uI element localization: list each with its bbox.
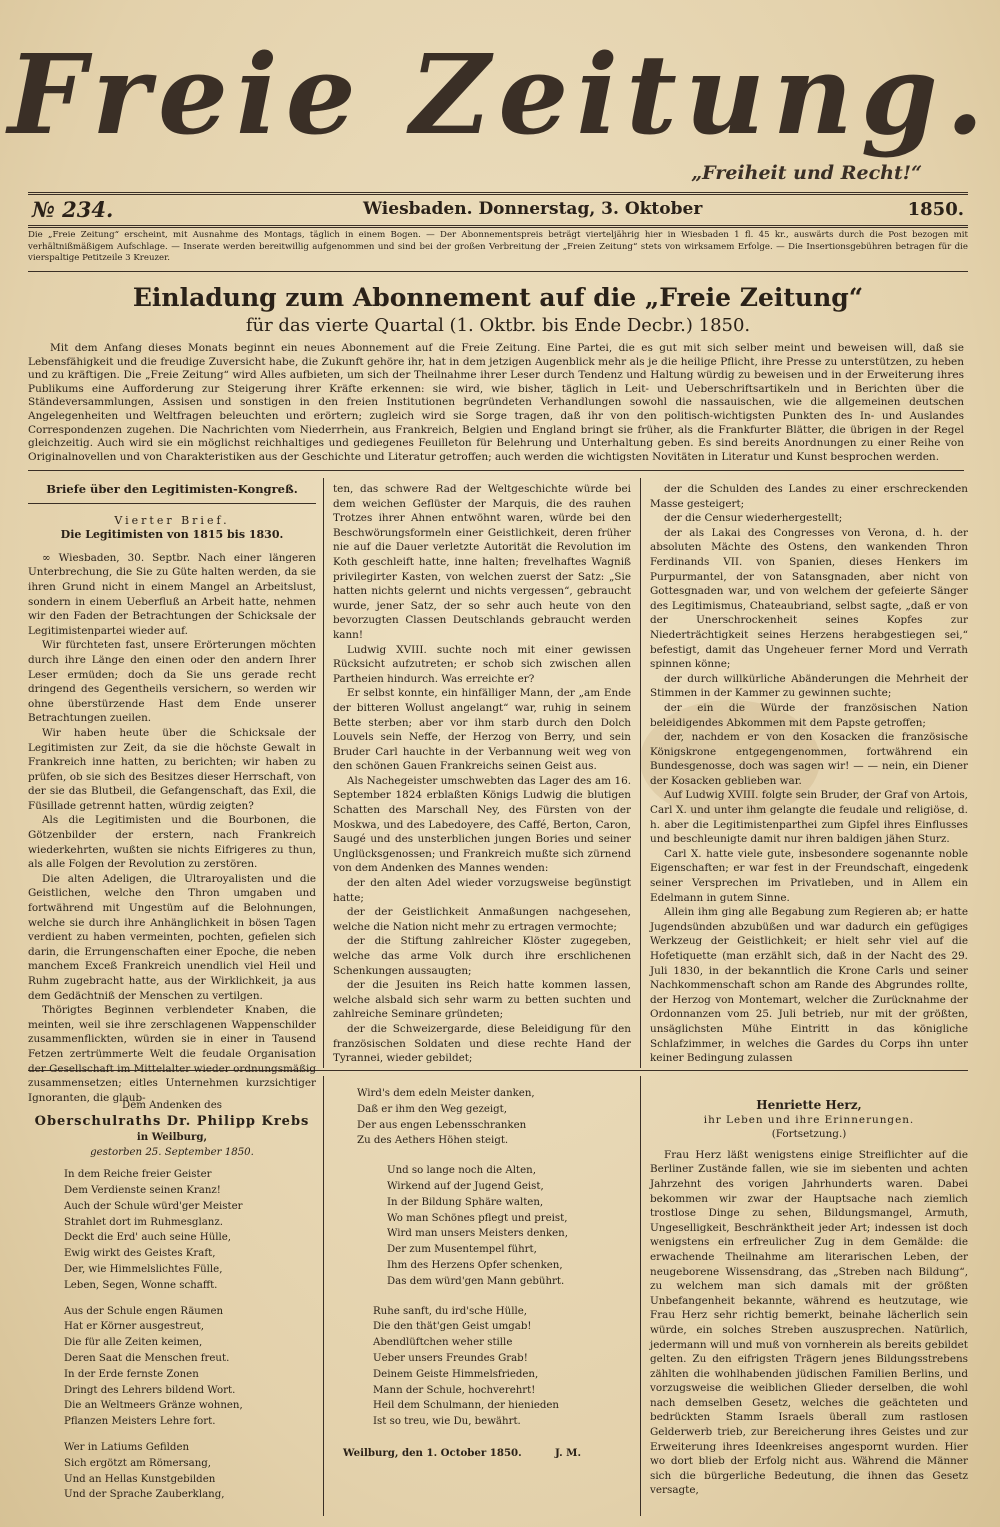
poem-line: Abendlüftchen weher stille — [373, 1337, 513, 1349]
paragraph: ∞ Wiesbaden, 30. Septbr. Nach einer längeren Unterbrechung, die Sie zu Güte halten werden, da sie ihren Grund nicht in einem Mangel an Arbeitslust, sondern in einem Ueberfluß an Arbeit hatte, nehmen wir den Faden der Betrachtungen der Schicksale der Legitimistenpartei wieder auf. — [28, 551, 316, 637]
poem-line: In der Bildung Sphäre walten, — [387, 1196, 544, 1208]
subheadline: für das vierte Quartal (1. Oktbr. bis Ende Decbr.) 1850. — [245, 315, 751, 336]
paragraph: Er selbst konnte, ein hinfälliger Mann, der „am Ende der bitteren Wollust angelangt“ war, ruhig in seinem Bette sterben; aber vor ihm starb durch den Dolch Louvels sein Neffe, der Herzog von Berry, und sein Bruder Carl hauchte in der Verbannung weit weg von den schönen Gauen Frankreichs seinen Geist aus. — [333, 687, 631, 773]
poem-stanza — [333, 1304, 631, 1430]
poem-line: Wird's dem edeln Meister danken, — [357, 1088, 535, 1099]
paragraph: der den alten Adel wieder vorzugsweise begünstigt hatte; — [333, 877, 631, 904]
article-column-1 — [28, 482, 316, 1104]
poem-line: Der aus engen Lebensschranken — [357, 1119, 527, 1131]
poem-line: Ueber unsers Freundes Grab! — [373, 1352, 528, 1364]
feuilleton-title: Henriette Herz, — [756, 1098, 862, 1112]
poem-stanza — [333, 1163, 631, 1289]
poem-place: in Weilburg, — [136, 1130, 208, 1143]
poem-line: Pflanzen Meisters Lehre fort. — [64, 1416, 216, 1428]
poem-initials: J. M. — [555, 1446, 581, 1459]
poem-line: Wo man Schönes pflegt und preist, — [387, 1212, 568, 1224]
poem-line: Deinem Geiste Himmelsfrieden, — [373, 1368, 539, 1380]
article-subtitle: Vierter Brief. — [114, 513, 230, 527]
paragraph: Als Nachegeister umschwebten das Lager des am 16. September 1824 erblaßten Königs Ludwig die blutigen Schatten des Marschall Ney, des Fürsten von der Moskwa, und des Labedoyere, des Caffé, Berton, Caron, Saugé und des unsterblichen jungen Bories und seiner Unglücksgenossen; und Frankreich mußte sich zürnend von dem Andenken des Mannes wenden: — [333, 774, 631, 875]
poem-line: Dringt des Lehrers bildend Wort. — [64, 1384, 236, 1396]
paragraph: der durch willkürliche Abänderungen die Mehrheit der Stimmen in der Kammer zu gewinnen suchte; — [650, 672, 968, 700]
poem-place-date: Weilburg, den 1. October 1850. — [343, 1446, 522, 1459]
masthead-title: Freie Zeitung. — [7, 30, 993, 159]
poem-stanza — [28, 1304, 316, 1430]
feuilleton-column — [650, 1098, 968, 1516]
poem-line: Wer in Latiums Gefilden — [64, 1441, 190, 1453]
poem-line: Die an Weltmeers Gränze wohnen, — [64, 1400, 243, 1412]
paragraph: der der Geistlichkeit Anmaßungen nachgesehen, welche die Nation nicht mehr zu ertragen vermochte; — [333, 906, 631, 933]
paragraph: der als Lakai des Congresses von Verona, d. h. der absoluten Mächte des Ostens, den wankenden Thron Ferdinands VII. von Spanien, dieses Henkers im Purpurmantel, der von Satansgnaden, aber nicht von Gottesgnaden war, und von welchem der gefeierte Sänger des Legitimismus, Chateaubriand, selbst sagte, „daß er von der Unerschrockenheit seines Kopfes zur Niederträchtigkeit seines Herzens herabgestiegen sei,“ befestigt, damit das Ungeheuer ferner Mord und Verrath spinnen könne; — [650, 526, 968, 671]
poem-line: Der, wie Himmelslichtes Fülle, — [64, 1263, 223, 1275]
paragraph: Carl X. hatte viele gute, insbesondere sogenannte noble Eigenschaften; er war fest in der Freundschaft, eingedenk seiner Versprechen im Privatleben, und in Allem ein Edelmann in gutem Sinne. — [650, 847, 968, 904]
feuilleton-subtitle: ihr Leben und ihre Erinnerungen. — [703, 1113, 915, 1126]
place-date: Wiesbaden. Donnerstag, 3. Oktober — [363, 199, 703, 219]
paragraph: Die alten Adeligen, die Ultraroyalisten und die Geistlichen, welche den Thron umgaben und fortwährend mit Ungestüm auf die Belohnungen, welche sie durch ihre Anhänglichkeit in bösen Tagen verdient zu haben vermeinten, pochten, gefielen sich darin, die Errungenschaften einer Epoche, die neben manchem Exceß Frankreich unendlich viel Heil und Ruhm zugebracht hatte, aus der Wirklichkeit, ja aus dem Gedächtniß der Menschen zu vertilgen. — [28, 872, 316, 1002]
poem-stanza — [333, 1086, 631, 1149]
article-subtitle-2: Die Legitimisten von 1815 bis 1830. — [60, 528, 284, 542]
masthead-motto: „Freiheit und Recht!“ — [691, 162, 922, 184]
column-rule — [323, 478, 324, 1068]
poem-line: Wirkend auf der Jugend Geist, — [387, 1180, 544, 1192]
poem-line: Daß er ihm den Weg gezeigt, — [357, 1103, 507, 1115]
column-rule — [640, 478, 641, 1068]
poem-stanza — [28, 1167, 316, 1293]
poem-dedication: Dem Andenken des — [122, 1100, 222, 1111]
title-rule — [28, 503, 316, 504]
poem-line: Und der Sprache Zauberklang, — [64, 1489, 225, 1501]
poem-line: Und an Hellas Kunstgebilden — [64, 1473, 216, 1485]
paragraph: der die Schweizergarde, diese Beleidigung für den französischen Soldaten und diese rechte Hand der Tyrannei, wieder gebildet; — [333, 1022, 631, 1065]
poem-line: Heil dem Schulmann, der hienieden — [373, 1400, 559, 1412]
paragraph: Thörigtes Beginnen verblendeter Knaben, die meinten, weil sie ihre zerschlagenen Wappenschilder zusammenflickten, würden sie in einer in Tausend Fetzen zertrümmerte Welt die feudale Organisation der Gesellschaft im Mittelalter wieder ordnungsmäßig zusammensetzen; eitles Unternehmen kurzsichtiger Ignoranten, die glaub- — [28, 1004, 316, 1104]
poem-line: Zu des Aethers Höhen steigt. — [357, 1135, 509, 1147]
poem-death-date: gestorben 25. September 1850. — [90, 1147, 254, 1159]
column-rule — [323, 1076, 324, 1516]
paragraph: ten, das schwere Rad der Weltgeschichte würde bei dem weichen Geflüster der Marquis, die des rauhen Trotzes ihrer Ahnen entwöhnt waren, würde bei den Beschwörungsformeln einer Geistlichkeit, deren früher nie auf die Dauer verletzte Autorität die Revolution im Koth geschleift hatte, inne halten; frevelhaftes Wagniß privilegirter Kasten, von welchen zuerst der Satz: „Sie hatten nichts gelernt und nichts vergessen“, gebraucht wurde, jener Satz, der so sehr auch heute von den bevorzugten Classen Deutschlands gebraucht werden kann! — [333, 483, 631, 641]
poem-line: Aus der Schule engen Räumen — [64, 1305, 224, 1317]
poem-line: In dem Reiche freier Geister — [64, 1169, 212, 1181]
poem-column-1 — [28, 1098, 316, 1516]
poem-stanza — [28, 1440, 316, 1503]
poem-column-2 — [333, 1086, 631, 1516]
poem-line: Mann der Schule, hochverehrt! — [373, 1384, 536, 1396]
paragraph: Ludwig XVIII. suchte noch mit einer gewissen Rücksicht aufzutreten; er schob sich zwischen allen Partheien hindurch. Was erreichte er? — [333, 643, 631, 685]
poem-line: Deren Saat die Menschen freut. — [64, 1352, 230, 1364]
paragraph: der die Stiftung zahlreicher Klöster zugegeben, welche das arme Volk durch ihre erschlichenen Schenkungen aussaugten; — [333, 935, 631, 977]
poem-line: Und so lange noch die Alten, — [387, 1165, 536, 1177]
paragraph: der die Censur wiederhergestellt; — [664, 512, 843, 525]
paragraph: Als die Legitimisten und die Bourbonen, die Götzenbilder der erstern, nach Frankreich wiederkehrten, wußten sie nichts Eifrigeres zu thun, als alle Folgen der Revolution zu zerstören. — [28, 814, 316, 871]
poem-line: Die für alle Zeiten keimen, — [64, 1337, 203, 1349]
poem-honoree: Oberschulraths Dr. Philipp Krebs — [34, 1113, 310, 1129]
dateline — [28, 192, 968, 228]
poem-line: Wird man unsers Meisters denken, — [387, 1228, 568, 1240]
paragraph: der die Schulden des Landes zu einer erschreckenden Masse gesteigert; — [650, 483, 968, 510]
column-rule — [640, 1076, 641, 1516]
poem-line: Ewig wirkt des Geistes Kraft, — [64, 1248, 216, 1260]
poem-line: Die den thät'gen Geist umgab! — [373, 1321, 532, 1333]
poem-line: Sich ergötzt am Römersang, — [64, 1457, 212, 1469]
paragraph: Auf Ludwig XVIII. folgte sein Bruder, der Graf von Artois, Carl X. und unter ihm gelangte die feudale und religiöse, d. h. aber die Legitimistenparthei zum Gipfel ihres Einflusses und beschleunigte damit nur ihren baldigen jähen Sturz. — [650, 789, 968, 846]
paragraph: der die Jesuiten ins Reich hatte kommen lassen, welche alsbald sich sehr warm zu betten suchten und zahlreiche Seminare gründeten; — [333, 979, 631, 1021]
poem-line: Deckt die Erd' auch seine Hülle, — [64, 1232, 232, 1244]
paragraph: der ein die Würde der französischen Nation beleidigendes Abkommen mit dem Papste getroffen; — [650, 701, 968, 729]
subscription-notice: Die „Freie Zeitung“ erscheint, mit Ausnahme des Montags, täglich in einem Bogen. — Der Abonnementspreis beträgt vierteljährig hier in Wiesbaden 1 fl. 45 kr., auswärts durch die Post bezogen mit verhältnißmäßigem Aufschlage. — Inserate werden bereitwillig aufgenommen und sind bei der großen Verbreitung der „Freien Zeitung“ stets von wirksamem Erfolge. — Die Insertionsgebühren betragen für die vierspaltige Petitzeile 3 Kreuzer. — [28, 230, 968, 272]
article-column-2 — [333, 482, 631, 1068]
poem-line: Das dem würd'gen Mann gebührt. — [387, 1275, 565, 1287]
poem-line: Ihm des Herzens Opfer schenken, — [387, 1259, 563, 1271]
poem-line: Hat er Körner ausgestreut, — [64, 1321, 204, 1333]
issue-year: 1850. — [907, 199, 964, 220]
paragraph: der, nachdem er von den Kosacken die französische Königskrone entgegengenommen, fortwährend ein Bundesgenosse, doch was sagen wir! — — nein, ein Diener der Kosacken geblieben war. — [650, 731, 968, 787]
paragraph: Wir fürchteten fast, unsere Erörterungen möchten durch ihre Länge den einen oder den andern Ihrer Leser ermüden; doch da Sie uns gerade recht dringend des Gegentheils versichern, so werden wir ohne überstürzende Hast dem Ende unserer Betrachtungen zueilen. — [28, 639, 316, 725]
paragraph: Frau Herz läßt wenigstens einige Streiflichter auf die Berliner Zustände fallen, wie sie im siebenten und achten Jahrzehnt des vorigen Jahrhunderts waren. Dabei bekommen wir zwar der Hauptsache nach ziemlich trostlose Dinge zu sehen, Bildungsmangel, Armuth, Ungeselligkeit, Beschränktheit jeder Art; indessen ist doch wenigstens ein erfreulicher Zug in dem Gemälde: die erwachende Theilnahme am literarischen Leben, der neugeborene Wissensdrang, das „Streben nach Bildung“, zu welchem man sich damals mit der größten Unbefangenheit bekannte, während es heutzutage, wie Frau Herz sehr richtig bemerkt, beinahe lächerlich sein würde, ein solches Streben auszusprechen. Natürlich, jedermann will und muß von vornherein als bereits gebildet gelten. Zu den eifrigsten Trägern jenes Bildungsstrebens zählten die wohlhabenden jüdischen Familien Berlins, und vorzugsweise die weiblichen Glieder derselben, die wohl nach demselben Gesetz, welches die geächteten und bedrückten Stamm Israels überall zum rastlosen Gelderwerb trieb, zur Bereicherung ihres Geistes und zur Erweiterung ihres Ideenkreises angespornt wurden. Hier wo dort blieb der Erfolg nicht aus. Während die Männer sich die bürgerliche Bedeutung, die ihnen das Gesetz versagte, — [650, 1148, 968, 1497]
poem-line: Strahlet dort im Ruhmesglanz. — [64, 1216, 223, 1228]
paragraph: Wir haben heute über die Schicksale der Legitimisten zur Zeit, da sie die höchste Gewalt in Frankreich inne hatten, zu berichten; wir haben zu prüfen, ob sie sich des Besitzes dieser Herrschaft, von der sie das Blutbeil, die Gefangenschaft, das Exil, die Füsillade getrennt hatten, würdig zeigten? — [28, 726, 316, 812]
poem-signature-line — [333, 1446, 631, 1462]
feuilleton-continuation: (Fortsetzung.) — [771, 1128, 847, 1141]
poem-line: Ruhe sanft, du ird'sche Hülle, — [373, 1305, 528, 1317]
headline: Einladung zum Abonnement auf die „Freie Zeitung“ — [132, 283, 864, 312]
poem-line: Der zum Musentempel führt, — [387, 1244, 537, 1256]
poem-line: Dem Verdienste seinen Kranz! — [64, 1184, 221, 1196]
article-column-3 — [650, 482, 968, 1068]
issue-number: № 234. — [32, 197, 114, 222]
poem-line: Leben, Segen, Wonne schafft. — [64, 1279, 218, 1291]
paragraph: Allein ihm ging alle Begabung zum Regieren ab; er hatte Jugendsünden abzubüßen und war dadurch ein gefügiges Werkzeug der Geistlichkeit; er hielt sehr viel auf die Hofetiquette (man erzählt sich, daß in der Nacht des 29. Juli 1830, in der bekanntlich die Krone Carls und seiner Nachkommenschaft schon am Rande des Abgrundes rollte, der Herzog von Montemart, welcher die Zurücknahme der Ordonnanzen vom 25. Juli betrieb, nur mit der größten, unsäglichsten Mühe Eintritt in das königliche Schlafzimmer, in welches die Gardes du Corps ihn unter keiner Bedingung zulassen — [650, 906, 968, 1065]
poem-line: In der Erde fernste Zonen — [64, 1368, 199, 1380]
intro-paragraph: Mit dem Anfang dieses Monats beginnt ein neues Abonnement auf die Freie Zeitung. Eine Partei, die es gut mit sich selber meint und beweisen will, daß sie Lebensfähigkeit und die freudige Zuversicht habe, die Zukunft gehöre ihr, hat in dem jetzigen Augenblick mehr als je die heilige Pflicht, ihre Presse zu unterstützen, zu heben und zu kräftigen. Die „Freie Zeitung“ wird Alles aufbieten, um sich der Theilnahme ihrer Leser durch Tendenz und Haltung würdig zu beweisen und in der Erweiterung ihres Publikums eine Aufforderung zur Steigerung ihrer Kräfte erkennen: sie wird, wie bisher, täglich in Leit- und Ueberschriftsartikeln und in Berichten über die Ständeversammlungen, Assisen und sonstigen in den freien Institutionen begründeten Verhandlungen sowohl die nassauischen, wie die allgemeinen deutschen Angelegenheiten und Weltfragen beleuchten und erörtern; zugleich wird sie Sorge tragen, daß ihr von den politisch-wichtigsten Punkten des In- und Auslandes Correspondenzen zugehen. Die Nachrichten vom Niederrhein, aus Frankreich, Belgien und England bringt sie früher, als die Frankfurter Blätter, die übrigen in der Regel gleichzeitig. Auch wird sie ein möglichst reichhaltiges und gediegenes Feuilleton für Belehrung und Unterhaltung geben. Es sind bereits Anordnungen zu einer Reihe von Originalnovellen und von Charakteristiken aus der Geschichte und Literatur getroffen; auch werden die wichtigsten Novitäten in Literatur und Kunst besprochen werden. — [28, 342, 964, 471]
article-title: Briefe über den Legitimisten-Kongreß. — [46, 482, 298, 496]
poem-line: Ist so treu, wie Du, bewährt. — [373, 1416, 521, 1428]
poem-line: Auch der Schule würd'ger Meister — [64, 1200, 243, 1212]
